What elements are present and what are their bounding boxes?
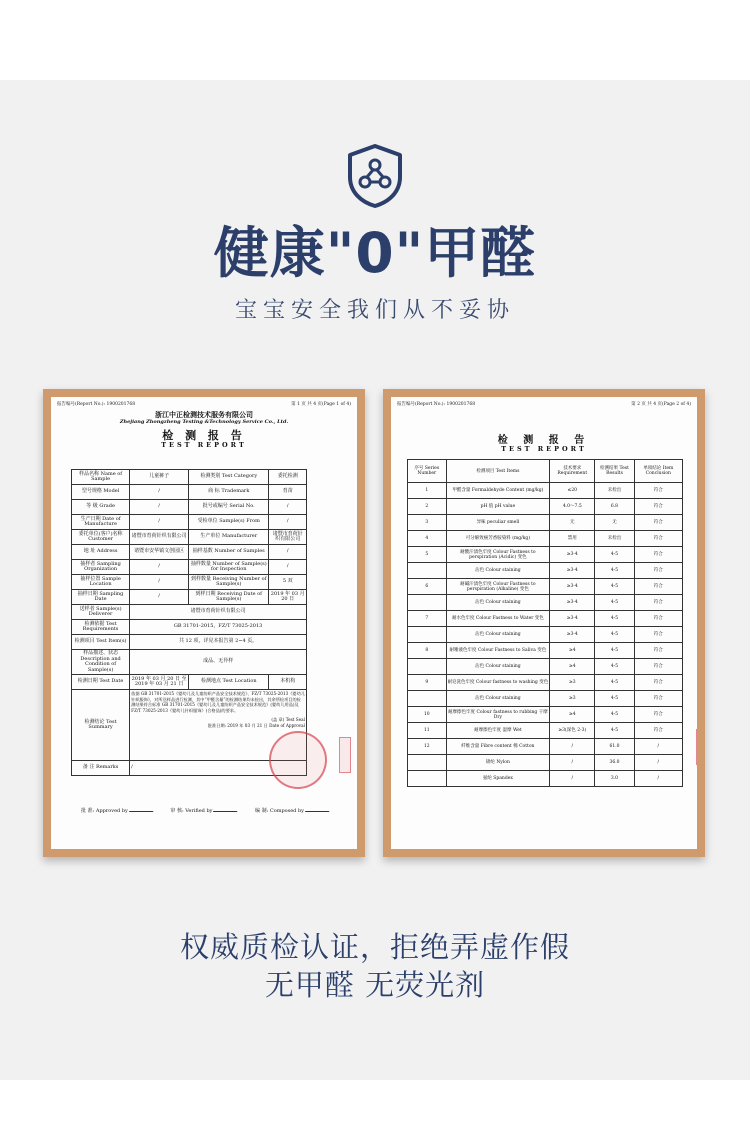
report-paper-1 <box>51 397 357 849</box>
table-cell: 符合 <box>634 499 682 515</box>
table-cell: ≥3-4 <box>550 611 595 627</box>
table-row <box>408 483 683 499</box>
table-cell: 4-5 <box>595 611 634 627</box>
test-results-table <box>407 459 683 787</box>
table-row <box>408 755 683 771</box>
table-cell: 抽样位置 Sample Location <box>72 575 130 590</box>
table-cell: 4-5 <box>595 643 634 659</box>
table-cell: / <box>634 755 682 771</box>
table-header-cell: 检测结果 Test Results <box>595 460 634 483</box>
table-row <box>72 530 307 545</box>
table-cell: 4-5 <box>595 659 634 675</box>
table-header-cell: 检测项目 Test Items <box>446 460 550 483</box>
report-page: 第 2 页 共 4 页(Page 2 of 4) <box>631 402 691 407</box>
table-cell: 符合 <box>634 483 682 499</box>
items-value: 共 12 项，详见本报告第 2~4 页。 <box>130 635 307 650</box>
table-cell: 4-5 <box>595 707 634 723</box>
table-cell: / <box>550 739 595 755</box>
seal-note: (盖 章) Test Seal <box>271 717 305 722</box>
table-cell: 6.8 <box>595 499 634 515</box>
composed-by: 编 制: Composed by <box>255 801 331 814</box>
table-cell: 耐摩擦色牢度 Colour fastness to rubbing 干摩 Dry <box>446 707 550 723</box>
seam-stamp <box>696 729 697 765</box>
table-cell: 耐唾液色牢度 Colour Fastness to Saliva 变色 <box>446 643 550 659</box>
table-row <box>408 515 683 531</box>
official-seal-stamp <box>269 731 327 789</box>
conclusion-label: 检测结论 Test Summary <box>72 690 130 761</box>
table-cell: ≥4 <box>550 707 595 723</box>
table-cell <box>408 595 447 611</box>
conclusion-text: 依据 GB 31701-2015《婴幼儿及儿童纺织产品安全技术规范》、FZ/T 73025-2013《婴幼儿针织服饰》，对所送样品进行检测，其中“甲醛含量”的检测结果均未检出，其余所检项目的检测结果符合标准 GB 31701-2015《婴幼儿及儿童纺织产品安全技术规范》(婴幼儿用品)及 FZ/T 73025-2013《婴幼儿针织服饰》(合格品)的要求。 <box>131 691 305 713</box>
table-cell: 4-5 <box>595 723 634 739</box>
table-cell: 商 标 Trademark <box>189 485 269 500</box>
seam-stamp <box>339 737 351 773</box>
report-number: 报告编号(Report No.): 1900201768 <box>397 402 476 407</box>
table-cell: 10 <box>408 707 447 723</box>
table-row <box>72 650 307 675</box>
approved-by: 批 准: Approved by <box>81 801 155 814</box>
table-cell: 诸暨市育荷针织有限公司 <box>269 530 307 545</box>
subheadline: 宝宝安全我们从不妥协 <box>234 298 515 323</box>
table-cell: 异味 peculiar smell <box>446 515 550 531</box>
table-cell: ≥4 <box>550 643 595 659</box>
table-cell: 4-5 <box>595 627 634 643</box>
table-cell: 诸暨市育荷针织有限公司 <box>130 605 307 620</box>
table-cell: / <box>550 771 595 787</box>
table-row <box>72 560 307 575</box>
table-cell: / <box>634 771 682 787</box>
report-title: 检 测 报 告 <box>497 435 591 446</box>
table-cell: 氨纶 Spandex <box>446 771 550 787</box>
place-label: 检测地点 Test Location <box>189 675 269 690</box>
items-label: 检测项目 Test Item(s) <box>72 635 130 650</box>
headline: 健康"0"甲醛 <box>213 221 537 285</box>
table-cell: 符合 <box>634 691 682 707</box>
report-header <box>397 401 691 407</box>
report-paper-2 <box>391 397 697 849</box>
table-cell: 抽样数量 Number of Sample(s) for Inspection <box>189 560 269 575</box>
table-cell: 受检单位 Sample(s) From <box>189 515 269 530</box>
table-row <box>408 499 683 515</box>
table-cell: ≥3-4 <box>550 579 595 595</box>
table-row <box>72 575 307 590</box>
tagline-line-1: 权威质检认证，拒绝弄虚作假 <box>179 930 570 964</box>
table-cell <box>408 627 447 643</box>
table-row <box>72 515 307 530</box>
table-cell <box>408 659 447 675</box>
table-cell: 符合 <box>634 723 682 739</box>
table-cell: 未检出 <box>595 531 634 547</box>
table-cell: 地 址 Address <box>72 545 130 560</box>
table-cell: ≥3-4 <box>550 547 595 563</box>
table-cell: 61.0 <box>595 739 634 755</box>
table-cell: 到样数量 Receiving Number of Sample(s) <box>189 575 269 590</box>
table-cell: 沾色 Colour staining <box>446 659 550 675</box>
date-label: 检测日期 Test Date <box>72 675 130 690</box>
table-cell: ≥3 <box>550 675 595 691</box>
table-cell: 9 <box>408 675 447 691</box>
table-header-cell: 单项结论 Item Conclusion <box>634 460 682 483</box>
table-row <box>408 547 683 563</box>
table-cell: / <box>550 755 595 771</box>
table-cell: 无 <box>595 515 634 531</box>
table-header-cell: 序号 Series Number <box>408 460 447 483</box>
table-header-cell: 技术要求 Requirement <box>550 460 595 483</box>
table-cell: 耐酸汗渍色牢度 Colour Fastness to perspiration (Acidic) 变色 <box>446 547 550 563</box>
table-row <box>72 620 307 635</box>
report-title-en: TEST REPORT <box>161 441 247 449</box>
table-cell: 符合 <box>634 611 682 627</box>
table-cell: 3.0 <box>595 771 634 787</box>
table-cell: 沾色 Colour staining <box>446 563 550 579</box>
table-cell: 甲醛含量 Formaldehyde Content (mg/kg) <box>446 483 550 499</box>
table-cell: 沾色 Colour staining <box>446 691 550 707</box>
table-row <box>72 470 307 485</box>
molecule-shield-icon <box>346 143 404 209</box>
desc-label: 样品描述、状态 Description and Condition of Sample(s) <box>72 650 130 675</box>
table-cell: 禁用 <box>550 531 595 547</box>
table-row <box>72 485 307 500</box>
table-row <box>408 531 683 547</box>
report-title: 检 测 报 告 <box>162 429 246 442</box>
table-cell: 4-5 <box>595 675 634 691</box>
table-cell: 沾色 Colour staining <box>446 627 550 643</box>
report-title-en: TEST REPORT <box>501 445 587 453</box>
table-cell: 送样者 Sample(s) Deliverer <box>72 605 130 620</box>
signature <box>213 801 241 812</box>
table-row <box>408 627 683 643</box>
table-row <box>408 563 683 579</box>
table-row <box>72 545 307 560</box>
table-cell: 纤维含量 Fibre content 棉 Cotton <box>446 739 550 755</box>
table-cell: / <box>130 590 189 605</box>
table-cell: 等 级 Grade <box>72 500 130 515</box>
table-cell: / <box>634 739 682 755</box>
signature <box>305 801 333 812</box>
table-cell: 7 <box>408 611 447 627</box>
table-cell: ≥3 <box>550 691 595 707</box>
table-cell: 耐皂洗色牢度 Colour fastness to washing 变色 <box>446 675 550 691</box>
remarks-value: / <box>130 761 307 776</box>
institute-name-en: Zhejiang Zhongzheng Testing &Technology Service Co., Ltd. <box>119 419 289 425</box>
table-cell: 耐碱汗渍色牢度 Colour Fastness to perspiration (Alkaline) 变色 <box>446 579 550 595</box>
table-cell: 到样日期 Receiving Date of Sample(s) <box>189 590 269 605</box>
table-cell: 3 <box>408 515 447 531</box>
table-cell: 36.0 <box>595 755 634 771</box>
table-cell: / <box>130 485 189 500</box>
table-cell: / <box>130 560 189 575</box>
table-cell: / <box>130 500 189 515</box>
table-cell: 符合 <box>634 595 682 611</box>
table-cell: 符合 <box>634 675 682 691</box>
desc-value: 成品、无异样 <box>130 650 307 675</box>
table-cell <box>408 755 447 771</box>
table-cell: / <box>130 515 189 530</box>
table-cell: ≥3-4 <box>550 563 595 579</box>
table-cell: 生产日期 Date of Manufacture <box>72 515 130 530</box>
table-row <box>408 691 683 707</box>
table-cell: / <box>269 545 307 560</box>
table-cell: 批号或编号 Serial No. <box>189 500 269 515</box>
table-cell: ≤20 <box>550 483 595 499</box>
table-row <box>408 659 683 675</box>
table-cell: 4.0～7.5 <box>550 499 595 515</box>
table-row <box>408 675 683 691</box>
table-cell <box>408 771 447 787</box>
table-cell <box>408 563 447 579</box>
table-cell: ≥4 <box>550 659 595 675</box>
table-cell: 样品名称 Name of Sample <box>72 470 130 485</box>
table-row <box>72 590 307 605</box>
table-cell: 抽样基数 Number of Samples <box>189 545 269 560</box>
table-cell: 8 <box>408 643 447 659</box>
report-form-table <box>71 469 307 776</box>
table-cell: 未检出 <box>595 483 634 499</box>
table-cell: 4-5 <box>595 595 634 611</box>
institute-name: 浙江中正检测技术服务有限公司 <box>155 410 253 419</box>
table-cell: 符合 <box>634 627 682 643</box>
table-cell: ≥3-4 <box>550 627 595 643</box>
table-row <box>408 723 683 739</box>
table-cell: 符合 <box>634 707 682 723</box>
signature-row <box>81 801 331 814</box>
report-frame-2 <box>383 389 705 857</box>
table-row <box>408 579 683 595</box>
report-header <box>57 401 351 407</box>
table-row <box>408 643 683 659</box>
table-header-row <box>408 460 683 483</box>
table-cell: 育苗 <box>269 485 307 500</box>
table-cell: 符合 <box>634 563 682 579</box>
table-row <box>408 595 683 611</box>
table-cell: 儿童裤子 <box>130 470 189 485</box>
table-cell: / <box>269 500 307 515</box>
table-cell <box>408 691 447 707</box>
tagline-line-2: 无甲醛 无荧光剂 <box>264 968 486 1002</box>
table-cell: 符合 <box>634 547 682 563</box>
table-cell: ≥3-4 <box>550 595 595 611</box>
table-cell: 符合 <box>634 579 682 595</box>
table-cell: 抽样日期 Sampling Date <box>72 590 130 605</box>
table-cell: 6 <box>408 579 447 595</box>
table-row <box>72 635 307 650</box>
place-value: 本机构 <box>269 675 307 690</box>
table-cell: 4-5 <box>595 691 634 707</box>
report-frame-1 <box>43 389 365 857</box>
table-cell: 型号规格 Model <box>72 485 130 500</box>
basis-label: 检测依据 Test Requirements <box>72 620 130 635</box>
table-cell: 沾色 Colour staining <box>446 595 550 611</box>
table-cell: 4-5 <box>595 563 634 579</box>
table-cell: 1 <box>408 483 447 499</box>
table-row <box>408 707 683 723</box>
table-row <box>408 611 683 627</box>
table-cell: 4-5 <box>595 579 634 595</box>
table-row <box>72 500 307 515</box>
date-value: 2019 年 03 月 20 日 至 2019 年 03 月 21 日 <box>130 675 189 690</box>
table-cell: 无 <box>550 515 595 531</box>
table-cell: 锦纶 Nylon <box>446 755 550 771</box>
table-cell: 检测类别 Test Category <box>189 470 269 485</box>
table-cell: / <box>269 515 307 530</box>
table-cell: 2 <box>408 499 447 515</box>
approval-date: 批准日期: 2019 年 03 月 21 日 Date of Approval <box>207 722 305 728</box>
table-row <box>408 771 683 787</box>
table-cell: 11 <box>408 723 447 739</box>
table-row <box>72 675 307 690</box>
table-cell: 5 双 <box>269 575 307 590</box>
remarks-label: 备 注 Remarks <box>72 761 130 776</box>
table-cell: 抽样者 Sampling Organization <box>72 560 130 575</box>
table-cell: 诸暨市安华镇文创园区 <box>130 545 189 560</box>
table-cell: 5 <box>408 547 447 563</box>
table-cell: 2019 年 03 月 20 日 <box>269 590 307 605</box>
table-cell: 委托检测 <box>269 470 307 485</box>
table-cell: 耐摩擦色牢度 湿摩 Wet <box>446 723 550 739</box>
table-row <box>72 605 307 620</box>
table-cell: 委托单位(客户)名称 Customer <box>72 530 130 545</box>
table-cell: 4-5 <box>595 547 634 563</box>
report-number: 报告编号(Report No.): 1900201768 <box>57 402 136 407</box>
signature <box>129 801 157 812</box>
table-cell: 可分解致癌芳香胺染料 (mg/kg) <box>446 531 550 547</box>
table-cell: 符合 <box>634 659 682 675</box>
table-cell: 符合 <box>634 515 682 531</box>
report-page: 第 1 页 共 4 页(Page 1 of 4) <box>291 402 351 407</box>
table-cell: 符合 <box>634 643 682 659</box>
table-cell: ≥3(深色 2-3) <box>550 723 595 739</box>
table-row <box>408 739 683 755</box>
table-cell: 符合 <box>634 531 682 547</box>
table-cell: 4 <box>408 531 447 547</box>
table-cell: pH 值 pH value <box>446 499 550 515</box>
table-cell: 生产单位 Manufacturer <box>189 530 269 545</box>
verified-by: 审 核: Verified by <box>170 801 239 814</box>
table-cell: 12 <box>408 739 447 755</box>
basis-value: GB 31701-2015，FZ/T 73025-2013 <box>130 620 307 635</box>
table-cell: 诸暨市育荷针织有限公司 <box>130 530 189 545</box>
table-cell: 耐水色牢度 Colour Fastness to Water 变色 <box>446 611 550 627</box>
table-cell: / <box>130 575 189 590</box>
table-cell: / <box>269 560 307 575</box>
